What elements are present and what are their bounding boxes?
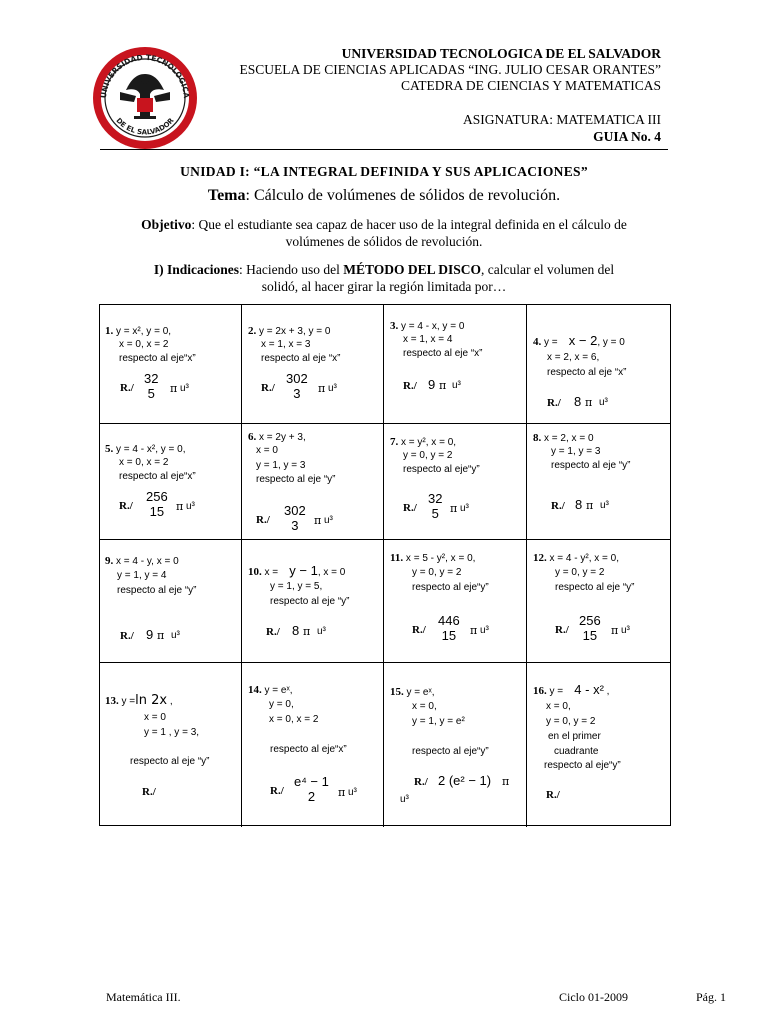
problem-15: 15. y = eˣ, x = 0, y = 1, y = e² respecto al eje“y” R./ 2 (e² − 1) π u³ <box>384 663 527 827</box>
university-seal <box>90 44 200 152</box>
guide-number: GUIA No. 4 <box>593 129 661 144</box>
svg-text:UNIVERSIDAD TECNOLOGICA: UNIVERSIDAD TECNOLOGICA <box>98 52 192 99</box>
topic: Tema: Cálculo de volúmenes de sólidos de revolución. <box>207 187 561 204</box>
problem-5: 5. y = 4 - x², y = 0, x = 0, x = 2 respecto al eje“x” R./ 256 15 π u³ <box>100 424 242 540</box>
problem-3: 3. y = 4 - x, y = 0 x = 1, x = 4 respecto al eje “x” R./ 9 π u³ <box>384 305 527 424</box>
problem-8: 8. x = 2, x = 0 y = 1, y = 3 respecto al eje “y” R./ 8 π u³ <box>527 424 670 540</box>
problem-7: 7. x = y², x = 0, y = 0, y = 2 respecto al eje“y” R./ 32 5 π u³ <box>384 424 527 540</box>
problem-1: 1. y = x², y = 0, x = 0, x = 2 respecto al eje“x” R./ 32 5 π u³ <box>100 305 242 424</box>
problem-13: 13. y =ln 2x , x = 0 y = 1 , y = 3, respecto al eje “y” R./ <box>100 663 242 827</box>
problem-14: 14. y = eˣ, y = 0, x = 0, x = 2 respecto al eje“x” R./ e⁴ − 1 2 π u³ <box>242 663 384 827</box>
objective: Objetivo: Que el estudiante sea capaz de hacer uso de la integral definida en el cálculo de volúmenes de sólidos de revolución. <box>141 217 627 249</box>
problem-10: 10. x = y − 1, x = 0 y = 1, y = 5, respecto al eje “y” R./ 8 π u³ <box>242 540 384 663</box>
instructions: I) Indicaciones: Haciendo uso del MÉTODO DEL DISCO, calcular el volumen del solidó, al hacer girar la región limitada por… <box>153 262 615 294</box>
problem-2: 2. y = 2x + 3, y = 0 x = 1, x = 3 respecto al eje “x” R./ 302 3 π u³ <box>242 305 384 424</box>
school-name: ESCUELA DE CIENCIAS APLICADAS “ING. JULIO CESAR ORANTES” <box>239 62 661 77</box>
footer-cycle: Ciclo 01-2009 <box>559 990 628 1004</box>
problem-9: 9. x = 4 - y, x = 0 y = 1, y = 4 respecto al eje “y” R./ 9 π u³ <box>100 540 242 663</box>
problem-6: 6. x = 2y + 3, x = 0 y = 1, y = 3 respecto al eje “y” R./ 302 3 π u³ <box>242 424 384 540</box>
problem-4: 4. y = x − 2, y = 0 x = 2, x = 6, respecto al eje “x” R./ 8 π u³ <box>527 305 670 424</box>
subject-name: ASIGNATURA: MATEMATICA III <box>463 112 661 127</box>
problems-table <box>99 304 671 826</box>
unit-title: UNIDAD I: “LA INTEGRAL DEFINIDA Y SUS APLICACIONES” <box>180 164 588 179</box>
problem-11: 11. x = 5 - y², x = 0, y = 0, y = 2 respecto al eje“y” R./ 446 15 π u³ <box>384 540 527 663</box>
university-name: UNIVERSIDAD TECNOLOGICA DE EL SALVADOR <box>341 46 661 61</box>
problem-12: 12. x = 4 - y², x = 0, y = 0, y = 2 respecto al eje “y” R./ 256 15 π u³ <box>527 540 670 663</box>
svg-text:DE EL SALVADOR: DE EL SALVADOR <box>114 116 176 137</box>
header-divider <box>100 149 668 150</box>
footer-course: Matemática III. <box>106 990 181 1004</box>
department-name: CATEDRA DE CIENCIAS Y MATEMATICAS <box>400 78 661 93</box>
problem-16: 16. y = 4 - x² , x = 0, y = 0, y = 2 en el primer cuadrante respecto al eje“y” R./ <box>533 682 621 801</box>
footer-page: Pág. 1 <box>696 990 726 1004</box>
